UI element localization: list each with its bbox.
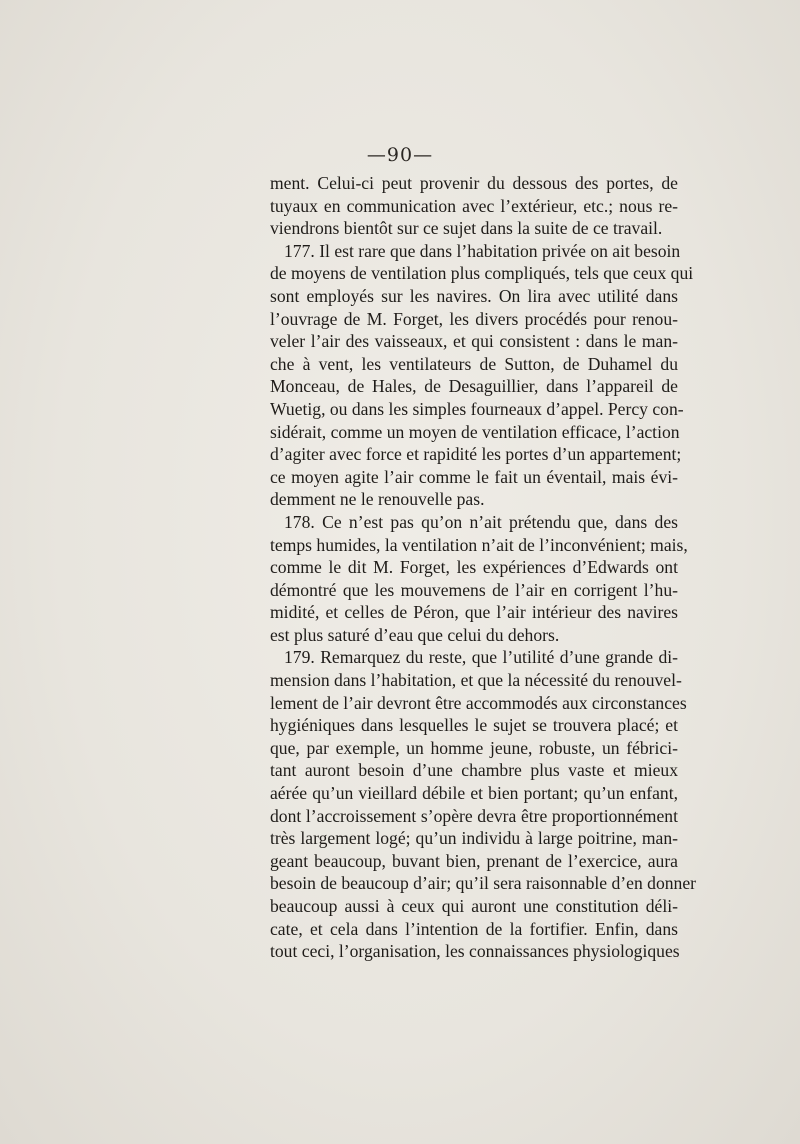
text-line: mension dans l’habitation, et que la nécessité du renouvel- <box>270 670 682 691</box>
text-line: hygiéniques dans lesquelles le sujet se trouvera placé; et <box>270 715 678 736</box>
text-line: tout ceci, l’organisation, les connaissances physiologiques <box>270 941 680 962</box>
text-line: veler l’air des vaisseaux, et qui consistent : dans le man- <box>270 331 678 352</box>
text-line: 177. Il est rare que dans l’habitation privée on ait besoin <box>284 240 681 261</box>
text-line: l’ouvrage de M. Forget, les divers procédés pour renou- <box>270 308 678 329</box>
text-line: que, par exemple, un homme jeune, robuste, un fébrici- <box>270 737 678 758</box>
text-line: tuyaux en communication avec l’extérieur, etc.; nous re- <box>270 195 678 216</box>
text-line: Wuetig, ou dans les simples fourneaux d’appel. Percy con- <box>270 398 684 419</box>
text-line: comme le dit M. Forget, les expériences d’Edwards ont <box>270 557 678 578</box>
text-line: de moyens de ventilation plus compliqués, tels que ceux qui <box>270 263 694 284</box>
text-line: ce moyen agite l’air comme le fait un éventail, mais évi- <box>270 466 678 487</box>
text-line: très largement logé; qu’un individu à large poitrine, man- <box>270 828 678 849</box>
body-text <box>270 172 697 963</box>
text-line: 178. Ce n’est pas qu’on n’ait prétendu que, dans des <box>284 511 678 532</box>
text-line: viendrons bientôt sur ce sujet dans la suite de ce travail. <box>270 218 663 239</box>
text-line: lement de l’air devront être accommodés aux circonstances <box>270 692 687 713</box>
text-line: besoin de beaucoup d’air; qu’il sera raisonnable d’en donner <box>270 873 697 894</box>
paragraph-177 <box>270 240 694 511</box>
text-line: midité, et celles de Péron, que l’air intérieur des navires <box>270 602 678 623</box>
text-line: ment. Celui-ci peut provenir du dessous des portes, de <box>270 173 678 193</box>
text-line: Monceau, de Hales, de Desaguillier, dans l’appareil de <box>270 376 678 397</box>
paragraph-continuation <box>270 172 678 240</box>
text-line: tant auront besoin d’une chambre plus vaste et mieux <box>270 760 678 781</box>
text-line: dont l’accroissement s’opère devra être proportionnément <box>270 805 678 826</box>
text-line: est plus saturé d’eau que celui du dehors. <box>270 624 560 645</box>
text-line: 179. Remarquez du reste, que l’utilité d’une grande di- <box>284 647 678 668</box>
text-line: demment ne le renouvelle pas. <box>270 489 485 510</box>
text-line: temps humides, la ventilation n’ait de l’inconvénient; mais, <box>270 534 688 555</box>
page-number: —90— <box>366 144 434 166</box>
text-line: démontré que les mouvemens de l’air en corrigent l’hu- <box>270 579 678 600</box>
text-line: beaucoup aussi à ceux qui auront une constitution déli- <box>270 896 678 916</box>
text-line: aérée qu’un vieillard débile et bien portant; qu’un enfant, <box>270 783 678 804</box>
text-line: d’agiter avec force et rapidité les portes d’un appartement; <box>270 444 682 465</box>
paragraph-179 <box>270 646 697 962</box>
text-line: che à vent, les ventilateurs de Sutton, de Duhamel du <box>270 353 678 374</box>
text-line: geant beaucoup, buvant bien, prenant de l’exercice, aura <box>270 850 678 871</box>
text-line: cate, et cela dans l’intention de la fortifier. Enfin, dans <box>270 918 678 939</box>
text-line: sont employés sur les navires. On lira avec utilité dans <box>270 285 678 306</box>
paragraph-178 <box>270 511 688 647</box>
text-line: sidérait, comme un moyen de ventilation efficace, l’action <box>270 421 680 442</box>
